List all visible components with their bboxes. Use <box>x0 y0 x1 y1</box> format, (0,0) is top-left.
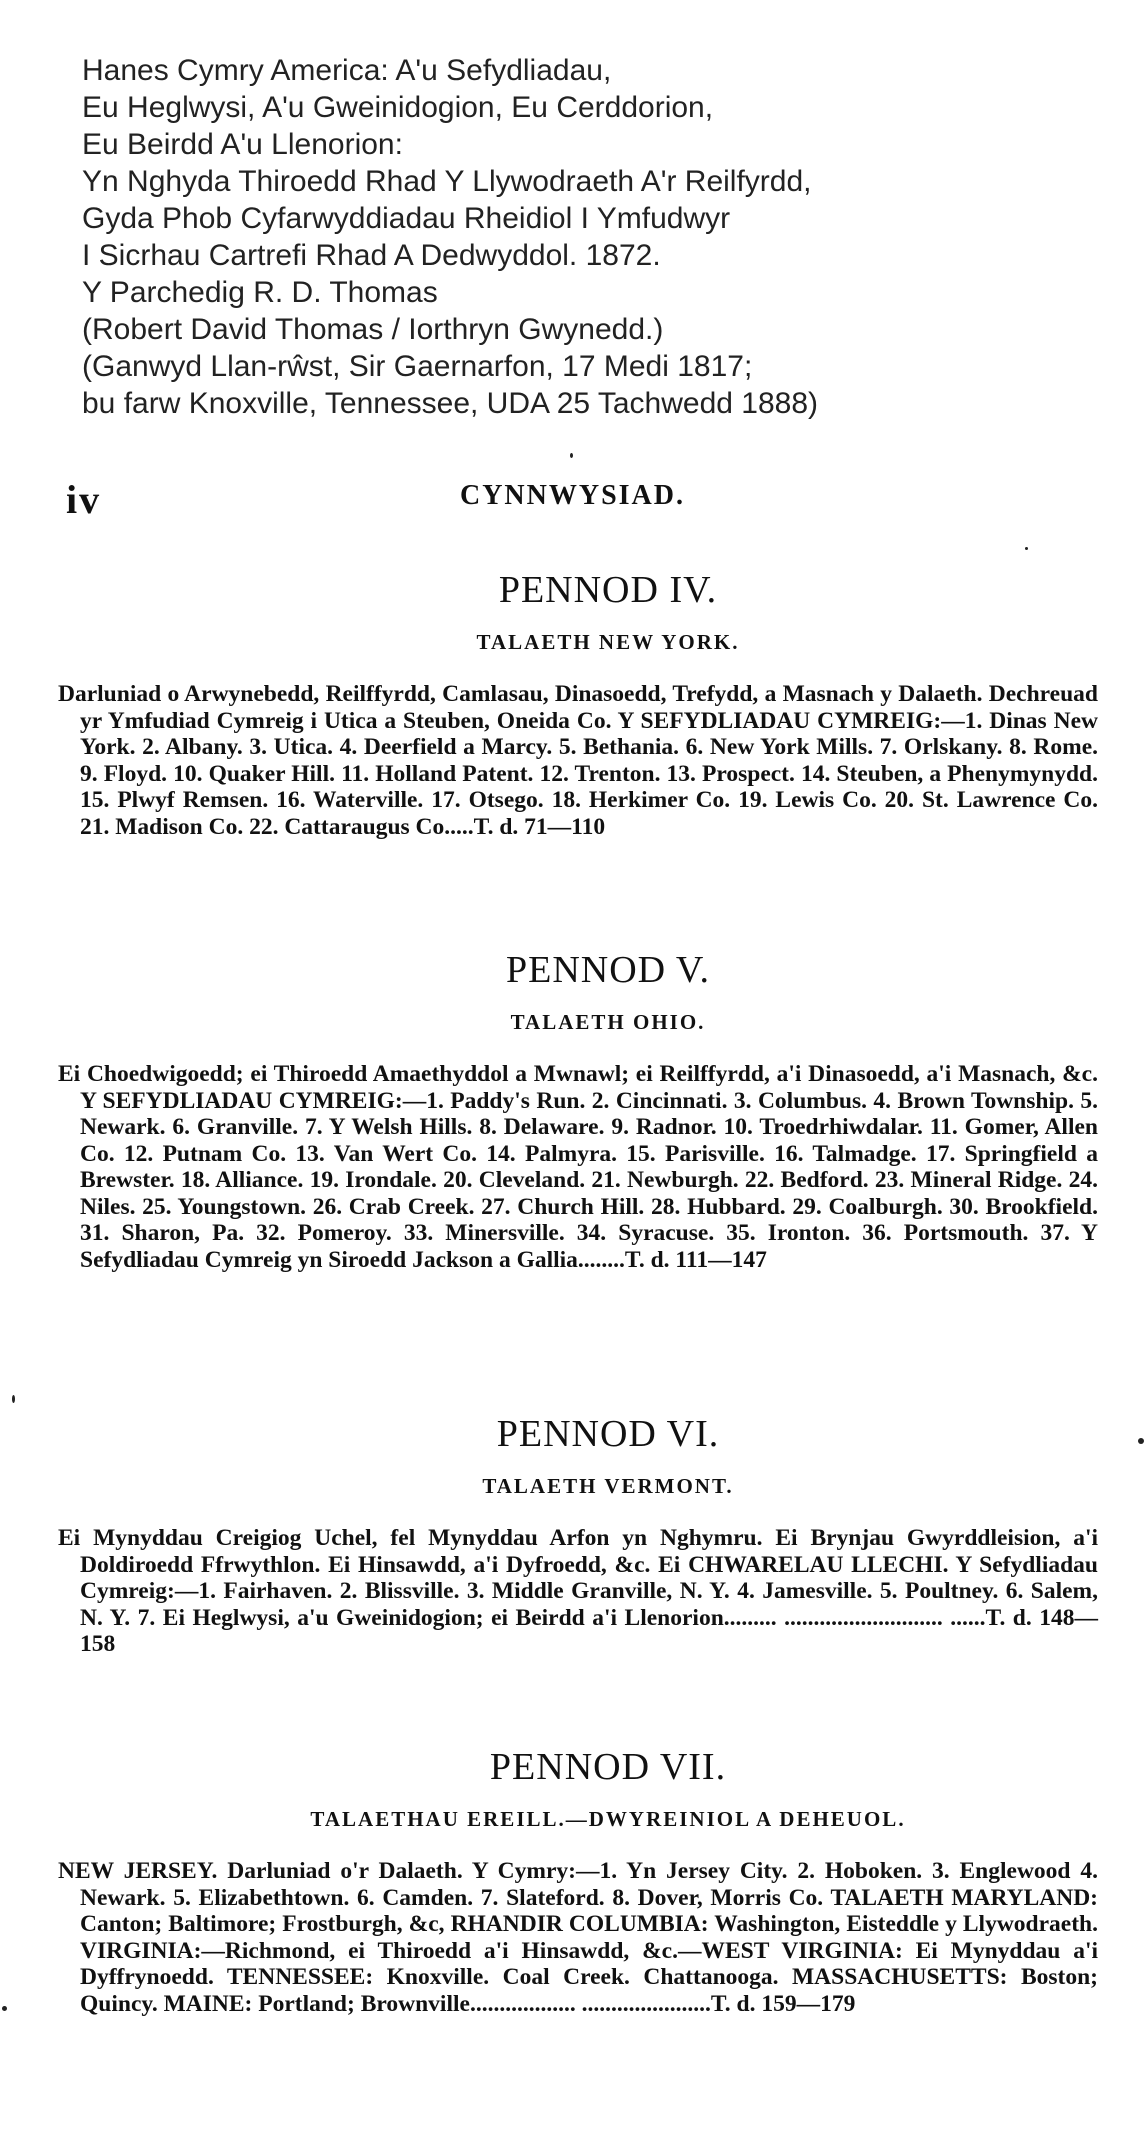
scan-speck <box>570 453 573 458</box>
chapter-section <box>58 1745 1098 2017</box>
header-line: Eu Beirdd A'u Llenorion: <box>82 128 403 161</box>
scan-speck <box>1025 547 1028 550</box>
chapter-contents: Ei Mynyddau Creigiog Uchel, fel Mynyddau Arfon yn Nghymru. Ei Brynjau Gwyrddleision, a'i Doldiroedd Ffrwythlon. Ei Hinsawdd, a'i Dyfroedd, &c. Ei CHWARELAU LLECHI. Y Sefydliadau Cymreig:—1. Fairhaven. 2. Blissville. 3. Middle Granville, N. Y. 4. Jamesville. 5. Poultney. 6. Salem, N. Y. 7. Ei Heglwysi, a'u Gweinidogion; ei Beirdd a'i Llenorion......... ........................... ......T. d. 148—158 <box>58 1525 1098 1657</box>
chapter-section <box>58 1412 1098 1658</box>
chapter-subtitle: TALAETH NEW YORK. <box>476 630 740 654</box>
header-line: Yn Nghyda Thiroedd Rhad Y Llywodraeth A'r Reilfyrdd, <box>82 165 812 198</box>
chapter-section <box>58 568 1098 840</box>
header-line: I Sicrhau Cartrefi Rhad A Dedwyddol. 1872. <box>82 239 661 272</box>
transcription-header <box>82 52 1112 422</box>
chapter-title: PENNOD VI. <box>496 1413 720 1455</box>
header-line: (Ganwyd Llan-rŵst, Sir Gaernarfon, 17 Medi 1817; <box>82 350 753 383</box>
scan-speck <box>1138 1438 1144 1444</box>
chapter-contents: Darluniad o Arwynebedd, Reilffyrdd, Camlasau, Dinasoedd, Trefydd, a Masnach y Dalaeth. Dechreuad yr Ymfudiad Cymreig i Utica a Steuben, Oneida Co. Y SEFYDLIADAU CYMREIG:—1. Dinas New York. 2. Albany. 3. Utica. 4. Deerfield a Marcy. 5. Bethania. 6. New York Mills. 7. Orlskany. 8. Rome. 9. Floyd. 10. Quaker Hill. 11. Holland Patent. 12. Trenton. 13. Prospect. 14. Steuben, a Phenymynydd. 15. Plwyf Remsen. 16. Waterville. 17. Otsego. 18. Herkimer Co. 19. Lewis Co. 20. St. Lawrence Co. 21. Madison Co. 22. Cattaraugus Co.....T. d. 71—110 <box>58 681 1098 840</box>
chapter-title: PENNOD VII. <box>489 1746 727 1788</box>
chapter-contents: Ei Choedwigoedd; ei Thiroedd Amaethyddol a Mwnawl; ei Reilffyrdd, a'i Dinasoedd, a'i Masnach, &c. Y SEFYDLIADAU CYMREIG:—1. Paddy's Run. 2. Cincinnati. 3. Columbus. 4. Brown Township. 5. Newark. 6. Granville. 7. Y Welsh Hills. 8. Delaware. 9. Radnor. 10. Troedrhiwdalar. 11. Gomer, Allen Co. 12. Putnam Co. 13. Van Wert Co. 14. Palmyra. 15. Parisville. 16. Talmadge. 17. Springfield a Brewster. 18. Alliance. 19. Irondale. 20. Cleveland. 21. Newburgh. 22. Bedford. 23. Mineral Ridge. 24. Niles. 25. Youngstown. 26. Crab Creek. 27. Church Hill. 28. Hubbard. 29. Coalburgh. 30. Brookfield. 31. Sharon, Pa. 32. Pomeroy. 33. Minersville. 34. Syracuse. 35. Ironton. 36. Portsmouth. 37. Y Sefydliadau Cymreig yn Siroedd Jackson a Gallia........T. d. 111—147 <box>58 1061 1098 1273</box>
header-line: Hanes Cymry America: A'u Sefydliadau, <box>82 54 612 87</box>
page-number: iv <box>66 477 102 522</box>
header-line: (Robert David Thomas / Iorthryn Gwynedd.) <box>82 313 664 346</box>
chapter-section <box>58 948 1098 1273</box>
chapter-subtitle: TALAETHAU EREILL.—DWYREINIOL A DEHEUOL. <box>310 1807 906 1831</box>
header-line: Y Parchedig R. D. Thomas <box>82 276 438 309</box>
chapter-subtitle: TALAETH OHIO. <box>510 1010 706 1034</box>
chapter-contents: NEW JERSEY. Darluniad o'r Dalaeth. Y Cymry:—1. Yn Jersey City. 2. Hoboken. 3. Englewood 4. Newark. 5. Elizabethtown. 6. Camden. 7. Slateford. 8. Dover, Morris Co. TALAETH MARYLAND: Canton; Baltimore; Frostburgh, &c, RHANDIR COLUMBIA: Washington, Eisteddle y Llywodraeth. VIRGINIA:—Richmond, ei Thiroedd a'i Hinsawdd, &c.—WEST VIRGINIA: Ei Mynyddau a'i Dyffrynoedd. TENNESSEE: Knoxville. Coal Creek. Chattanooga. MASSACHUSETTS: Boston; Quincy. MAINE: Portland; Brownville.................. ......................T. d. 159—179 <box>58 1858 1098 2017</box>
scan-speck <box>12 1395 15 1403</box>
header-line: Eu Heglwysi, A'u Gweinidogion, Eu Cerddorion, <box>82 91 714 124</box>
chapter-title: PENNOD V. <box>506 949 710 991</box>
header-line: Gyda Phob Cyfarwyddiadau Rheidiol I Ymfudwyr <box>82 202 731 235</box>
page-heading: CYNNWYSIAD. <box>459 480 685 511</box>
header-line: bu farw Knoxville, Tennessee, UDA 25 Tachwedd 1888) <box>82 387 819 420</box>
chapter-title: PENNOD IV. <box>498 569 718 611</box>
chapter-subtitle: TALAETH VERMONT. <box>482 1474 734 1498</box>
scan-speck <box>2 2006 7 2011</box>
